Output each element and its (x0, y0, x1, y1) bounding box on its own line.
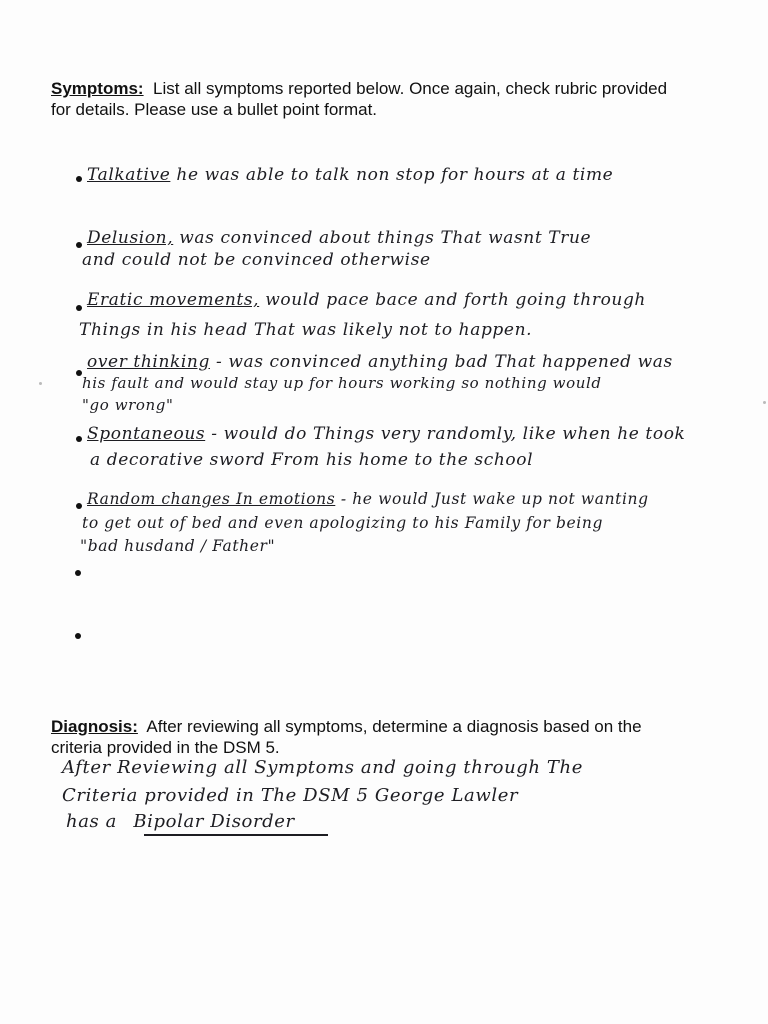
symptom-detail: he was able to talk non stop for hours at a time (176, 165, 614, 185)
symptom-term: Talkative (87, 165, 171, 185)
symptom-detail: would pace bace and forth going through (265, 290, 646, 310)
symptom-line (87, 290, 646, 310)
symptom-line (87, 228, 591, 248)
scan-speck (763, 401, 766, 404)
symptom-term: Delusion, (87, 228, 174, 248)
symptom-detail: - would do Things very randomly, like when he took (211, 424, 686, 444)
diagnosis-result: Bipolar Disorder (133, 811, 295, 832)
symptom-continuation: Things in his head That was likely not to happen. (79, 320, 533, 340)
bullet-point (76, 176, 82, 182)
bullet-point (76, 436, 82, 442)
symptom-line (87, 352, 673, 372)
symptom-detail: - he would Just wake up not wanting (340, 490, 649, 508)
symptoms-prompt (51, 78, 691, 120)
symptom-term: over thinking (87, 352, 210, 372)
diagnosis-heading: Diagnosis: (51, 717, 138, 736)
symptom-continuation: and could not be convinced otherwise (82, 250, 431, 270)
symptom-line (87, 165, 613, 185)
symptom-continuation: "go wrong" (82, 396, 174, 414)
bullet-point (76, 242, 82, 248)
bullet-point-empty (75, 633, 81, 639)
symptom-term: Spontaneous (87, 424, 206, 444)
bullet-point (76, 503, 82, 509)
symptom-continuation: to get out of bed and even apologizing to his Family for being (82, 514, 603, 532)
symptoms-instructions: List all symptoms reported below. Once again, check rubric provided for details. Please use a bullet point format. (51, 79, 668, 119)
diagnosis-instructions: After reviewing all symptoms, determine a diagnosis based on the criteria provided in the DSM 5. (51, 717, 642, 757)
symptoms-heading: Symptoms: (51, 79, 144, 98)
symptom-line (87, 424, 685, 444)
symptom-detail: - was convinced anything bad That happened was (215, 352, 673, 372)
diagnosis-answer-line (66, 811, 295, 832)
diagnosis-prompt (51, 716, 691, 758)
symptom-line (87, 490, 649, 508)
diagnosis-answer-line: Criteria provided in The DSM 5 George Lawler (62, 785, 519, 806)
symptom-detail: was convinced about things That wasnt True (179, 228, 592, 248)
diagnosis-answer-prefix: has a (66, 811, 118, 832)
symptom-continuation: his fault and would stay up for hours working so nothing would (82, 374, 602, 392)
bullet-point (76, 305, 82, 311)
scan-speck (39, 382, 42, 385)
symptom-continuation: a decorative sword From his home to the school (90, 450, 534, 470)
bullet-point-empty (75, 570, 81, 576)
symptom-continuation: "bad husdand / Father" (80, 537, 276, 555)
diagnosis-underline (144, 834, 328, 836)
diagnosis-answer-line: After Reviewing all Symptoms and going through The (62, 757, 583, 778)
symptom-term: Random changes In emotions (87, 490, 336, 508)
symptom-term: Eratic movements, (87, 290, 260, 310)
